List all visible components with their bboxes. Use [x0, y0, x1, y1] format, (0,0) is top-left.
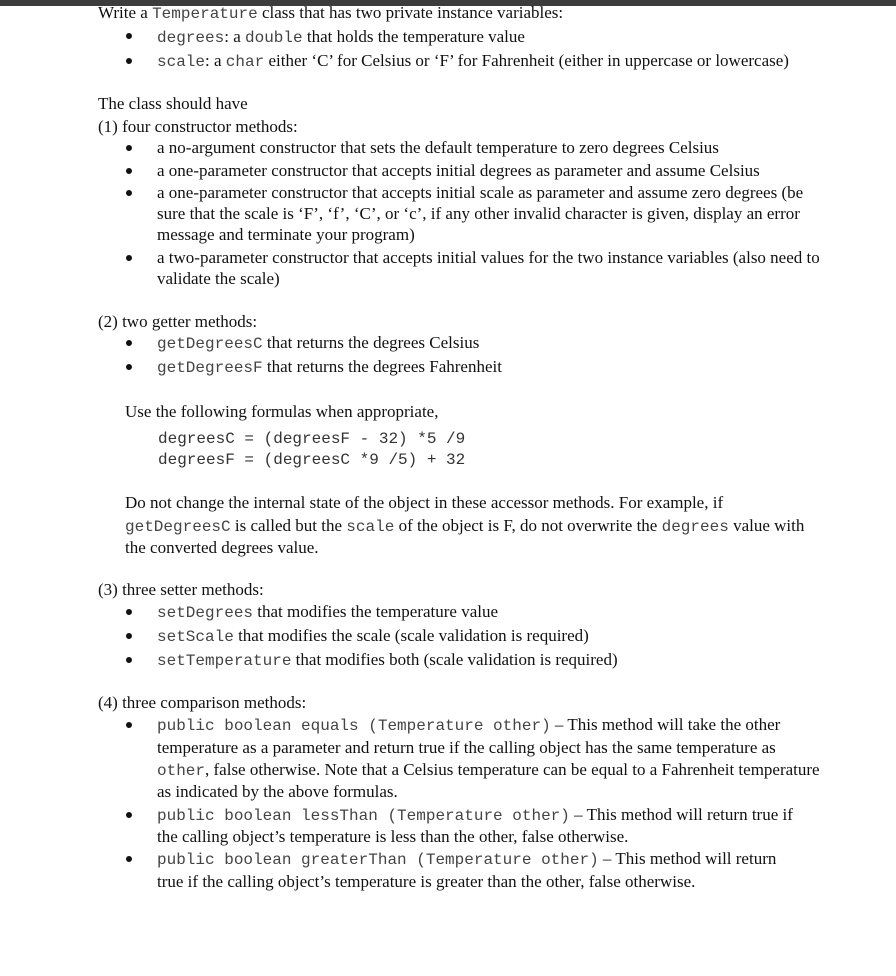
less-line-2: the calling object’s temperature is less than the other, false otherwise.: [157, 827, 629, 846]
bullet-icon: [126, 145, 132, 151]
equals-line-2: temperature as a parameter and return true if the calling object has the same temperature as: [157, 738, 776, 757]
setter-item-2: setScale that modifies the scale (scale validation is required): [157, 626, 589, 646]
constructors-heading: (1) four constructor methods:: [98, 117, 298, 136]
var-degrees: degrees: a double that holds the temperature value: [157, 27, 525, 47]
setter-item-3: setTemperature that modifies both (scale validation is required): [157, 650, 618, 670]
intro-lead: Write a: [98, 3, 153, 22]
bullet-icon: [126, 609, 132, 615]
constructor-item-1: a no-argument constructor that sets the default temperature to zero degrees Celsius: [157, 138, 719, 157]
setter-item-1: setDegrees that modifies the temperature value: [157, 602, 499, 622]
constructor-item-2: a one-parameter constructor that accepts initial degrees as parameter and assume Celsius: [157, 161, 760, 180]
bullet-icon: [126, 812, 132, 818]
intro-line: [98, 2, 563, 25]
constructor-item-3-line-1: a one-parameter constructor that accepts initial scale as parameter and assume zero degrees (be: [157, 183, 804, 202]
note-line-3: the converted degrees value.: [125, 538, 319, 557]
greater-line-2: true if the calling object’s temperature is greater than the other, false otherwise.: [157, 872, 696, 891]
note-line-2: getDegreesC is called but the scale of the object is F, do not overwrite the degrees value with: [125, 516, 805, 536]
equals-line-1: public boolean equals (Temperature other) – This method will take the other: [157, 715, 781, 735]
bullet-icon: [126, 633, 132, 639]
constructor-item-3-line-2: sure that the scale is ‘F’, ‘f’, ‘C’, or ‘c’, if any other invalid character is given, display an error: [157, 204, 800, 223]
bullet-icon: [126, 58, 132, 64]
var-scale: scale: a char either ‘C’ for Celsius or ‘F’ for Fahrenheit (either in uppercase or lowercase): [157, 51, 789, 71]
bullet-icon: [126, 722, 132, 728]
intro-class-code: Temperature: [152, 5, 258, 23]
formula-celsius: degreesC = (degreesF - 32) *5 /9: [158, 430, 466, 448]
bullet-icon: [126, 168, 132, 174]
bullet-icon: [126, 33, 132, 39]
greater-line-1: public boolean greaterThan (Temperature other) – This method will return: [157, 849, 777, 869]
setters-heading: (3) three setter methods:: [98, 580, 264, 599]
equals-line-3: other, false otherwise. Note that a Celsius temperature can be equal to a Fahrenheit temperature: [157, 760, 820, 780]
getter-item-2: getDegreesF that returns the degrees Fahrenheit: [157, 357, 502, 377]
class-should-text: The class should have: [98, 94, 248, 113]
intro-rest: class that has two private instance variables:: [257, 3, 564, 22]
formula-intro: Use the following formulas when appropriate,: [125, 402, 439, 421]
bullet-icon: [126, 255, 132, 261]
getter-item-1: getDegreesC that returns the degrees Celsius: [157, 333, 480, 353]
equals-line-4: as indicated by the above formulas.: [157, 782, 398, 801]
note-line-1: Do not change the internal state of the object in these accessor methods. For example, if: [125, 493, 724, 512]
bullet-icon: [126, 340, 132, 346]
getters-heading: (2) two getter methods:: [98, 312, 258, 331]
less-line-1: public boolean lessThan (Temperature other) – This method will return true if: [157, 805, 793, 825]
comparisons-heading: (4) three comparison methods:: [98, 693, 307, 712]
bullet-icon: [126, 190, 132, 196]
bullet-icon: [126, 657, 132, 663]
constructor-item-4-line-2: validate the scale): [157, 269, 280, 288]
bullet-icon: [126, 856, 132, 862]
constructor-item-4-line-1: a two-parameter constructor that accepts initial values for the two instance variables (also need to: [157, 248, 820, 267]
formula-fahrenheit: degreesF = (degreesC *9 /5) + 32: [158, 451, 466, 469]
bullet-icon: [126, 364, 132, 370]
constructor-item-3-line-3: message and terminate your program): [157, 225, 415, 244]
